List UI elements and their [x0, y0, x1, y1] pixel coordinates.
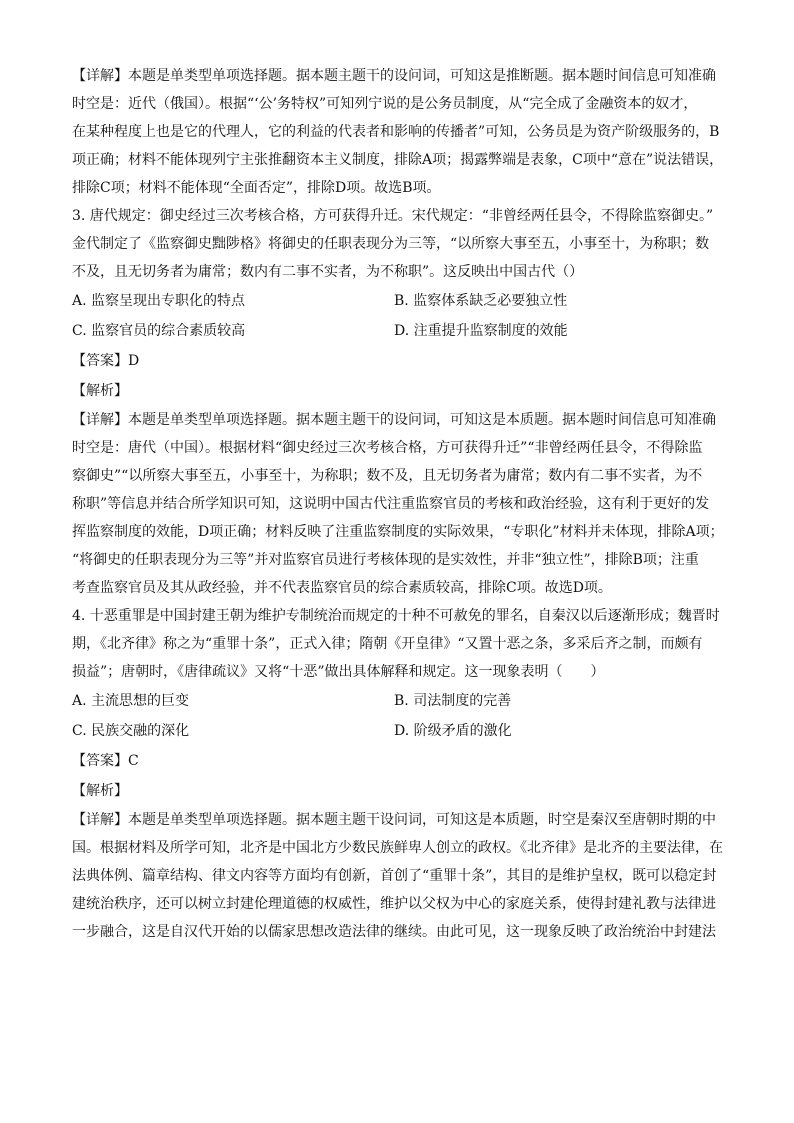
- options-row: [72, 316, 732, 346]
- text-line: 时空是：唐代（中国）。根据材料“御史经过三次考核合格，方可获得升迁”“非曾经两任县令，不得除监: [72, 440, 703, 456]
- option-d: D. 阶级矛盾的激化: [394, 723, 512, 739]
- question-stem-line: 期，《北齐律》称之为“重罪十条”，正式入律；隋朝《开皇律》“又置十恶之条，多采后齐之制，而颇有: [72, 636, 703, 652]
- options-row: [72, 716, 732, 746]
- analysis-label: 【解析】: [72, 783, 128, 799]
- text-line: 考查监察官员及其从政经验，并不代表监察官员的综合素质较高，排除C项。故选D项。: [72, 580, 612, 596]
- text-line: 挥监察制度的效能，D项正确；材料反映了注重监察制度的实际效果，“专职化”材料并未体现，排除A项；: [72, 524, 724, 540]
- text-line: 项正确；材料不能体现列宁主张推翻资本主义制度，排除A项；揭露弊端是表象，C项中“意在”说法错误，: [72, 152, 724, 168]
- text-line: 【详解】本题是单类型单项选择题。据本题主题干的设问词，可知这是本质题。据本题时间信息可知准确: [72, 412, 716, 428]
- text-line: 排除C项；材料不能体现“全面否定”，排除D项。故选B项。: [72, 180, 441, 196]
- question-stem-line: 4. 十恶重罪是中国封建王朝为维护专制统治而规定的十种不可赦免的罪名，自秦汉以后逐渐形成；魏晋时: [72, 608, 720, 624]
- document-page: [72, 62, 732, 946]
- text-line: “将御史的任职表现分为三等”并对监察官员进行考核体现的是实效性，并非“独立性”，排除B项；注重: [72, 552, 699, 568]
- question-stem-line: 损益”；唐朝时，《唐律疏议》又将“十恶”做出具体解释和规定。这一现象表明（ ）: [72, 664, 605, 680]
- question-stem-line: 不及，且无切务者为庸常；数内有二事不实者，为不称职”。这反映出中国古代（）: [72, 264, 584, 280]
- option-c: C. 民族交融的深化: [72, 723, 190, 739]
- question-stem-line: 金代制定了《监察御史黜陟格》将御史的任职表现分为三等，“以所察大事至五，小事至十，为称职；数: [72, 236, 710, 252]
- option-b: B. 监察体系缺乏必要独立性: [394, 293, 568, 309]
- question-4: [72, 602, 732, 946]
- question-stem-line: 3. 唐代规定：御史经过三次考核合格，方可获得升迁。宋代规定：“非曾经两任县令，不得除监察御史。”: [72, 208, 714, 224]
- text-line: 法典体例、篇章结构、律文内容等方面均有创新，首创了“重罪十条”，其目的是维护皇权，既可以稳定封: [72, 868, 717, 884]
- option-a: A. 监察呈现出专职化的特点: [72, 293, 246, 309]
- q2-detail: [72, 62, 732, 202]
- analysis-label: 【解析】: [72, 383, 128, 399]
- option-c: C. 监察官员的综合素质较高: [72, 323, 246, 339]
- text-line: 【详解】本题是单类型单项选择题。据本题主题干的设问词，可知这是推断题。据本题时间信息可知准确: [72, 68, 716, 84]
- option-b: B. 司法制度的完善: [394, 693, 512, 709]
- answer-label: 【答案】C: [72, 753, 139, 769]
- text-line: 察御史”“以所察大事至五，小事至十，为称职；数不及，且无切务者为庸常；数内有二事不实者，为不: [72, 468, 703, 484]
- text-line: 称职”等信息并结合所学知识可知，这说明中国古代注重监察官员的考核和政治经验，这有利于更好的发: [72, 496, 710, 512]
- text-line: 国。根据材料及所学可知，北齐是中国北方少数民族鲜卑人创立的政权。《北齐律》是北齐的主要法律，在: [72, 840, 723, 856]
- text-line: 建统治秩序，还可以树立封建伦理道德的权威性，维护以父权为中心的家庭关系，使得封建礼教与法律进: [72, 896, 716, 912]
- question-3: [72, 202, 732, 602]
- options-row: [72, 286, 732, 316]
- answer-label: 【答案】D: [72, 353, 140, 369]
- options-row: [72, 686, 732, 716]
- text-line: 在某种程度上也是它的代理人，它的利益的代表者和影响的传播者”可知，公务员是为资产阶级服务的，B: [72, 124, 720, 140]
- text-line: 【详解】本题是单类型单项选择题。据本题主题干设问词，可知这是本质题，时空是秦汉至唐朝时期的中: [72, 812, 716, 828]
- text-line: 一步融合，这是自汉代开始的以儒家思想改造法律的继续。由此可见，这一现象反映了政治统治中封建法: [72, 924, 716, 940]
- option-d: D. 注重提升监察制度的效能: [394, 323, 568, 339]
- option-a: A. 主流思想的巨变: [72, 693, 190, 709]
- text-line: 时空是：近代（俄国）。根据“‘公’务特权”可知列宁说的是公务员制度，从“完全成了金融资本的奴才，: [72, 96, 698, 112]
